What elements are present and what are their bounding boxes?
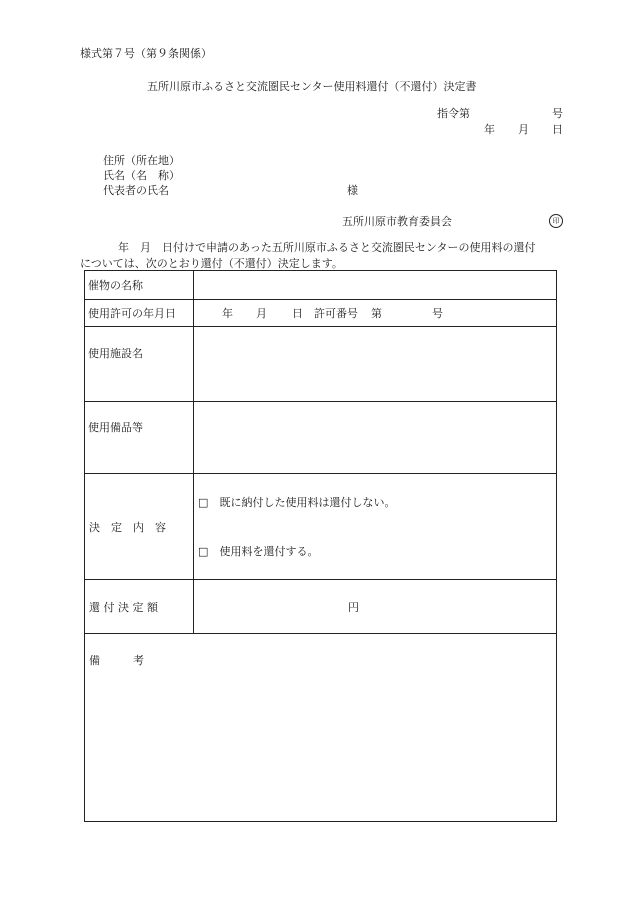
row-equipment xyxy=(85,402,557,474)
option-no-refund-text: 既に納付した使用料は還付しない。 xyxy=(219,496,396,509)
checkbox-refund[interactable]: □ xyxy=(198,545,209,558)
address-label: 住所（所在地） xyxy=(103,154,180,167)
row-decision xyxy=(85,474,557,580)
permit-year: 年 xyxy=(222,307,233,320)
date-month: 月 xyxy=(518,123,529,136)
yen-unit: 円 xyxy=(348,600,359,614)
seal-text: 印 xyxy=(552,217,560,225)
directive-suffix: 号 xyxy=(552,107,563,120)
permit-go: 号 xyxy=(432,307,443,320)
form-number: 様式第７号（第９条関係） xyxy=(80,47,212,60)
issuer-name: 五所川原市教育委員会 xyxy=(342,215,452,228)
seal-mark xyxy=(549,214,563,228)
permit-day: 日 xyxy=(292,307,303,320)
permit-date-label: 使用許可の年月日 xyxy=(85,300,194,327)
remarks-cell[interactable] xyxy=(85,634,557,822)
option-no-refund[interactable] xyxy=(198,494,556,510)
representative-label: 代表者の氏名 xyxy=(103,184,169,197)
date-day: 日 xyxy=(552,123,563,136)
permit-date-value[interactable] xyxy=(194,300,557,327)
row-remarks xyxy=(85,634,557,822)
facility-label: 使用施設名 xyxy=(85,327,194,402)
equipment-value[interactable] xyxy=(194,402,557,474)
directive-prefix: 指令第 xyxy=(437,107,470,120)
refund-amount-label: 還 付 決 定 額 xyxy=(85,580,194,634)
checkbox-no-refund[interactable]: □ xyxy=(198,496,209,509)
decision-options xyxy=(194,474,557,580)
decision-form-table xyxy=(84,270,557,822)
permit-month: 月 xyxy=(256,307,267,320)
document-title: 五所川原市ふるさと交流圏民センター使用料還付（不還付）決定書 xyxy=(147,80,477,93)
date-year: 年 xyxy=(484,123,495,136)
row-permit-date xyxy=(85,300,557,327)
permit-number-label: 許可番号 xyxy=(314,307,358,320)
equipment-label: 使用備品等 xyxy=(85,402,194,474)
option-refund[interactable] xyxy=(198,543,556,559)
permit-dai: 第 xyxy=(371,307,382,320)
row-refund-amount xyxy=(85,580,557,634)
name-label: 氏名（名 称） xyxy=(103,169,180,182)
facility-value[interactable] xyxy=(194,327,557,402)
event-name-value[interactable] xyxy=(194,271,557,300)
row-facility xyxy=(85,327,557,402)
body-line-1: 年 月 日付けで申請のあった五所川原市ふるさと交流圏民センターの使用料の還付 xyxy=(118,241,536,254)
row-event-name xyxy=(85,271,557,300)
honorific: 様 xyxy=(347,184,358,197)
event-name-label: 催物の名称 xyxy=(85,271,194,300)
body-line-2: については、次のとおり還付（不還付）決定します。 xyxy=(80,257,343,270)
option-refund-text: 使用料を還付する。 xyxy=(219,545,319,558)
refund-amount-value[interactable] xyxy=(194,580,557,634)
decision-label: 決 定 内 容 xyxy=(85,474,194,580)
remarks-label: 備 考 xyxy=(89,654,144,667)
